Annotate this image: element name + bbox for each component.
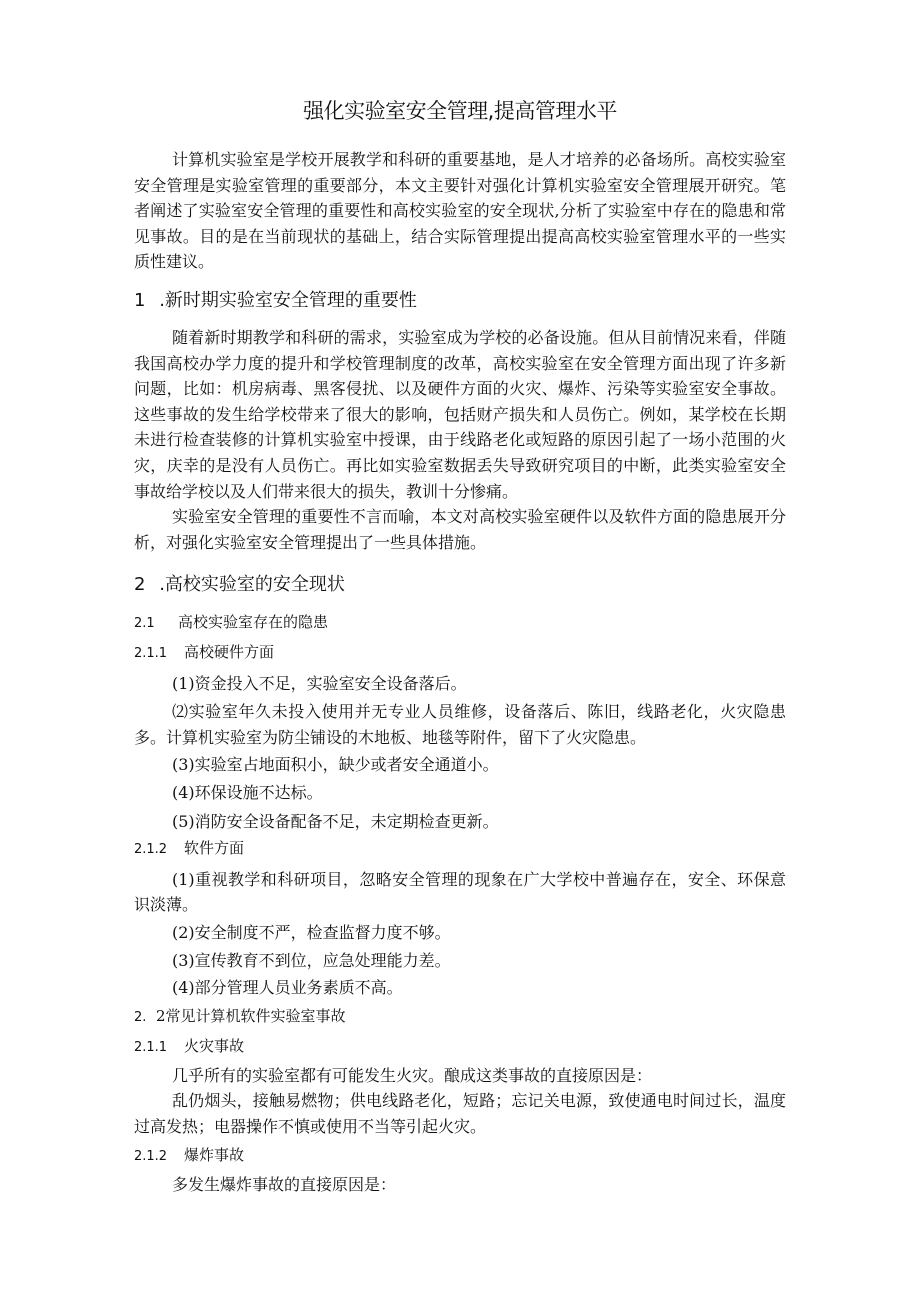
section-1-heading (134, 287, 786, 315)
section-2-title: .高校实验室的安全现状 (159, 574, 345, 596)
software-item-2: (2)安全制度不严，检查监督力度不够。 (172, 923, 451, 943)
document-page (134, 95, 786, 1197)
section-2-1-1-title: 高校硬件方面 (184, 643, 275, 662)
section-2-heading (134, 571, 786, 599)
software-item-4: (4)部分管理人员业务素质不高。 (172, 978, 403, 998)
software-item-3: (3)宣传教育不到位，应急处理能力差。 (172, 950, 451, 970)
section-1-paragraph-1: 随着新时期教学和科研的需求，实验室成为学校的必备设施。但从目前情况来看，伴随我国高校办学力度的提升和学校管理制度的改革，高校实验室在安全管理方面出现了许多新问题，比如：机房病毒、黑客侵扰、以及硬件方面的火灾、爆炸、污染等实验室安全事故。这些事故的发生给学校带来了很大的影响，包括财产损失和人员伤亡。例如，某学校在长期未进行检查装修的计算机实验室中授课，由于线路老化或短路的原因引起了一场小范围的火灾，庆幸的是没有人员伤亡。再比如实验室数据丢失导致研究项目的中断，此类实验室安全事故给学校以及人们带来很大的损失，教训十分惨痛。 (134, 327, 786, 501)
hardware-item-3: (3)实验室占地面积小，缺少或者安全通道小。 (172, 755, 499, 775)
section-2-2-heading (134, 1005, 786, 1029)
software-item-1: (1)重视教学和科研项目，忽略安全管理的现象在广大学校中普遍存在，安全、环保意识淡薄。 (134, 869, 786, 915)
section-1-title: .新时期实验室安全管理的重要性 (159, 289, 417, 311)
explosion-accident-heading (134, 1144, 786, 1168)
hardware-item-1: (1)资金投入不足，实验室安全设备落后。 (172, 674, 467, 694)
hardware-item-5: (5)消防安全设备配备不足，未定期检查更新。 (172, 812, 499, 832)
section-2-number: 2 (134, 574, 146, 596)
section-2-1-2-heading (134, 837, 786, 861)
fire-paragraph-1: 几乎所有的实验室都有可能发生火灾。酿成这类事故的直接原因是： (172, 1065, 653, 1085)
hardware-item-4: (4)环保设施不达标。 (172, 782, 323, 802)
explosion-accident-title: 爆炸事故 (184, 1145, 245, 1164)
section-2-1-heading (134, 611, 786, 635)
section-2-1-2-title: 软件方面 (184, 838, 245, 857)
fire-paragraph-2: 乱仍烟头，接触易燃物；供电线路老化，短路；忘记关电源，致使通电时间过长，温度过高发热；电器操作不慎或使用不当等引起火灾。 (134, 1091, 786, 1137)
explosion-accident-number: 2.1.2 (134, 1148, 168, 1164)
section-2-2-title: 2常见计算机软件实验室事故 (156, 1006, 346, 1025)
section-2-1-1-heading (134, 641, 786, 665)
document-title: 强化实验室安全管理,提高管理水平 (303, 99, 617, 123)
explosion-paragraph-1: 多发生爆炸事故的直接原因是： (172, 1174, 397, 1194)
section-1-paragraph-2: 实验室安全管理的重要性不言而喻，本文对高校实验室硬件以及软件方面的隐患展开分析，对强化实验室安全管理提出了一些具体措施。 (134, 507, 786, 552)
fire-accident-heading (134, 1035, 786, 1059)
section-2-2-number: 2. (134, 1009, 147, 1025)
hardware-item-2: ⑵实验室年久未投入使用并无专业人员维修，设备落后、陈旧，线路老化，火灾隐患多。计算机实验室为防尘铺设的木地板、地毯等附件，留下了火灾隐患。 (134, 701, 786, 747)
fire-accident-title: 火灾事故 (184, 1036, 245, 1055)
abstract-paragraph: 计算机实验室是学校开展教学和科研的重要基地，是人才培养的必备场所。高校实验室安全管理是实验室管理的重要部分，本文主要针对强化计算机实验室安全管理展开研究。笔者阐述了实验室安全管理的重要性和高校实验室的安全现状,分析了实验室中存在的隐患和常见事故。目的是在当前现状的基础上，结合实际管理提出提高高校实验室管理水平的一些实质性建议。 (134, 150, 786, 272)
section-2-1-title: 高校实验室存在的隐患 (178, 613, 329, 632)
fire-accident-number: 2.1.1 (134, 1039, 168, 1055)
section-2-1-number: 2.1 (134, 616, 155, 632)
section-2-1-2-number: 2.1.2 (134, 841, 168, 857)
section-1-number: 1 (134, 289, 146, 311)
section-2-1-1-number: 2.1.1 (134, 646, 168, 662)
